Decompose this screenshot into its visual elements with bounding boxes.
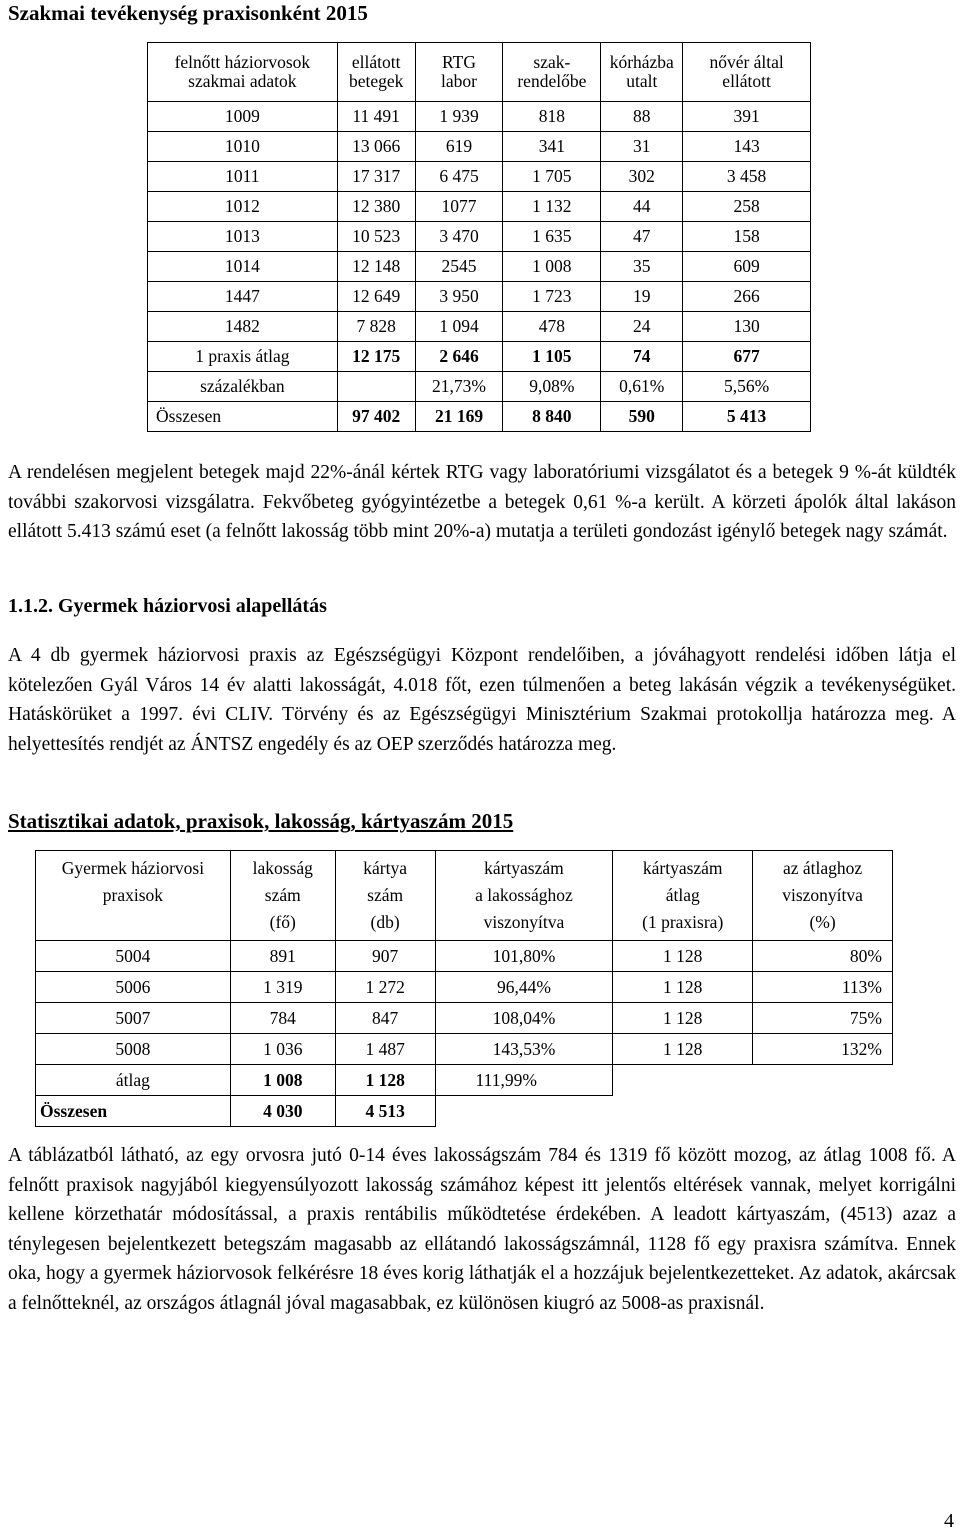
table2-cell [613, 1096, 753, 1127]
table1-cell: 1010 [148, 132, 338, 162]
table2-cell: 5004 [36, 941, 231, 972]
table1-cell: 1 105 [503, 342, 601, 372]
table1-row [148, 372, 811, 402]
table2-header-line: kártyaszám [484, 858, 564, 878]
table2-cell: 1 319 [230, 972, 335, 1003]
table1-cell: százalékban [148, 372, 338, 402]
table1-cell: 158 [683, 222, 811, 252]
table2-cell: 907 [335, 941, 435, 972]
table2-cell: 108,04% [435, 1003, 613, 1034]
table2-cell: 101,80% [435, 941, 613, 972]
table1-cell: 1014 [148, 252, 338, 282]
table1-header-cell [148, 43, 338, 102]
table1-cell: 21,73% [415, 372, 503, 402]
table1-cell: 1 635 [503, 222, 601, 252]
table2-header-line: kártyaszám [642, 858, 723, 878]
page-number: 4 [944, 1510, 954, 1532]
table1-cell: 88 [601, 102, 683, 132]
table2-cell: 75% [753, 1003, 893, 1034]
table1-cell: 302 [601, 162, 683, 192]
table2-cell: 1 128 [613, 941, 753, 972]
table1-cell: 6 475 [415, 162, 503, 192]
table2-cell: 5008 [36, 1034, 231, 1065]
table2-cell: 111,99% [435, 1065, 613, 1096]
table1-row [148, 312, 811, 342]
table1-cell: 1482 [148, 312, 338, 342]
table2-header-line: (%) [809, 912, 836, 932]
table1-cell: 0,61% [601, 372, 683, 402]
table1-cell: 391 [683, 102, 811, 132]
table1-cell: 258 [683, 192, 811, 222]
table1-cell: 3 470 [415, 222, 503, 252]
table1-cell: 1077 [415, 192, 503, 222]
table2-cell: átlag [36, 1065, 231, 1096]
table1-cell: 2545 [415, 252, 503, 282]
table2-header-line: (1 praxisra) [642, 912, 724, 932]
table1-cell: 130 [683, 312, 811, 342]
table1-cell: Összesen [148, 402, 338, 432]
table1-cell: 12 649 [337, 282, 415, 312]
table2-header-cell [36, 851, 231, 941]
table1-cell: 619 [415, 132, 503, 162]
table2-header-line: szám [367, 885, 404, 905]
table1-cell: 1011 [148, 162, 338, 192]
table1-cell: 1 094 [415, 312, 503, 342]
table1-cell: 1447 [148, 282, 338, 312]
table2-cell [753, 1065, 893, 1096]
table1-cell: 1012 [148, 192, 338, 222]
table1-cell: 1 705 [503, 162, 601, 192]
table1-cell: 143 [683, 132, 811, 162]
table1-row [148, 342, 811, 372]
table2-header-line: viszonyítva [483, 912, 565, 932]
table2-header-line: Gyermek háziorvosi [61, 858, 205, 878]
table1-cell: 2 646 [415, 342, 503, 372]
section-heading-statistics: Statisztikai adatok, praxisok, lakosság, kártyaszám 2015 [8, 809, 514, 833]
table1-cell [337, 372, 415, 402]
section-heading-adult: Szakmai tevékenység praxisonként 2015 [8, 1, 368, 25]
table1-header-cell [601, 43, 683, 102]
table1-cell: 12 148 [337, 252, 415, 282]
table1-header-line: betegek [348, 71, 404, 91]
table2-header-cell [335, 851, 435, 941]
table2-cell [753, 1096, 893, 1127]
table2-header-cell [753, 851, 893, 941]
table1-header-line: nővér által [709, 52, 784, 72]
table1-cell: 5,56% [683, 372, 811, 402]
table1-header-line: felnőtt háziorvosok [174, 52, 311, 72]
table2-cell: 132% [753, 1034, 893, 1065]
table2-row [36, 1065, 893, 1096]
table1-row [148, 132, 811, 162]
paragraph-adult-summary: A rendelésen megjelent betegek majd 22%-ánál kértek RTG vagy laboratóriumi vizsgálatot és a betegek 9 %-át küldték további szakorvosi vizsgálatra. Fekvőbeteg gyógyintézetbe a betegek 0,61 %-a került. A körzeti ápolók által lakáson ellátott 5.413 számú eset (a felnőtt lakosság több mint 20%-a) mutatja a területi gondozást igénylő betegek nagy számát. [8, 462, 956, 542]
table1-cell: 3 458 [683, 162, 811, 192]
table1-cell: 677 [683, 342, 811, 372]
table1-cell: 818 [503, 102, 601, 132]
table2-header-line: viszonyítva [782, 885, 863, 905]
table1-header-cell [337, 43, 415, 102]
table1-header-line: ellátott [722, 71, 771, 91]
table2-header-line: a lakossághoz [475, 885, 573, 905]
table2-row [36, 1034, 893, 1065]
table2-cell: 4 513 [335, 1096, 435, 1127]
table1-cell: 609 [683, 252, 811, 282]
table1-header-line: kórházba [609, 52, 674, 72]
table1-row [148, 252, 811, 282]
table2-row [36, 941, 893, 972]
table1-cell: 31 [601, 132, 683, 162]
table2-header-cell [435, 851, 613, 941]
table1-cell: 9,08% [503, 372, 601, 402]
table1-cell: 1 008 [503, 252, 601, 282]
table1-cell: 13 066 [337, 132, 415, 162]
table2-cell: 5007 [36, 1003, 231, 1034]
table2-header-line: (fő) [269, 912, 296, 932]
table1-cell: 24 [601, 312, 683, 342]
table2-cell: 1 128 [613, 972, 753, 1003]
paragraph-child-care: A 4 db gyermek háziorvosi praxis az Egészségügyi Központ rendelőiben, a jóváhagyott rendelési időben látja el kötelezően Gyál Város 14 év alatti lakosságát, 4.018 főt, ezen túlmenően a beteg lakásán végzik a tevékenységüket. Hatáskörüket a 1997. évi CLIV. Törvény és az Egészségügyi Minisztérium Szakmai protokollja határozza meg. A helyettesítés rendjét az ÁNTSZ engedély és az OEP szerződés határozza meg. [8, 645, 956, 755]
table2-cell: 4 030 [230, 1096, 335, 1127]
table1-cell: 11 491 [337, 102, 415, 132]
table1-cell: 1 132 [503, 192, 601, 222]
table1-cell: 12 380 [337, 192, 415, 222]
table1-cell: 47 [601, 222, 683, 252]
table1-row [148, 222, 811, 252]
table2-cell: 784 [230, 1003, 335, 1034]
table1-cell: 17 317 [337, 162, 415, 192]
table1-header-cell [503, 43, 601, 102]
table1-cell: 5 413 [683, 402, 811, 432]
table1-header-line: RTG [442, 52, 476, 72]
table2-cell [435, 1096, 613, 1127]
table2-header-line: szám [264, 885, 301, 905]
table2-header-line: kártya [363, 858, 407, 878]
table1-cell: 590 [601, 402, 683, 432]
table1-header-line: rendelőbe [517, 71, 587, 91]
table1-row [148, 102, 811, 132]
table1-cell: 341 [503, 132, 601, 162]
table1-header-line: labor [441, 71, 477, 91]
table2-cell: 96,44% [435, 972, 613, 1003]
table1-cell: 3 950 [415, 282, 503, 312]
table2-row [36, 972, 893, 1003]
table2-cell: 1 128 [613, 1003, 753, 1034]
table1-cell: 97 402 [337, 402, 415, 432]
table2-row [36, 1003, 893, 1034]
table2-cell: 847 [335, 1003, 435, 1034]
table1-cell: 19 [601, 282, 683, 312]
table1-header-line: utalt [626, 71, 658, 91]
table1-header-line: szak- [533, 52, 571, 72]
table1-cell: 266 [683, 282, 811, 312]
table1-cell: 44 [601, 192, 683, 222]
paragraph-statistics-summary: A táblázatból látható, az egy orvosra jutó 0-14 éves lakosságszám 784 és 1319 fő között mozog, az átlag 1008 fő. A felnőtt praxisok nagyjából kiegyensúlyozott lakosság számához képest itt jelentős eltérések vannak, melyet korrigálni kellene körzethatár módosítással, a praxis rentábilis működtetése érdekében. A leadott kártyaszám, (4513) azaz a ténylegesen bejelentkezett betegszám magasabb az ellátandó lakosságszámnál, 1128 fő egy praxisra számítva. Ennek oka, hogy a gyermek háziorvosok felkérésre 18 éves korig láthatják el a hozzájuk bejelentkezetteket. Az adatok, akárcsak a felnőtteknél, az országos átlagnál jóval magasabbak, ez különösen kiugró az 5008-as praxisnál. [8, 1145, 956, 1314]
table2-cell: Összesen [36, 1096, 231, 1127]
table2-cell: 1 128 [335, 1065, 435, 1096]
table2-cell: 113% [753, 972, 893, 1003]
table2-header-cell [613, 851, 753, 941]
table2-header-line: (db) [370, 912, 400, 932]
table1-row [148, 282, 811, 312]
table1-cell: 35 [601, 252, 683, 282]
table1-row [148, 192, 811, 222]
table2-cell: 80% [753, 941, 893, 972]
table1-row [148, 162, 811, 192]
table1-cell: 1013 [148, 222, 338, 252]
subsection-heading-child: 1.1.2. Gyermek háziorvosi alapellátás [8, 595, 327, 617]
table1-header-line: szakmai adatok [188, 71, 297, 91]
table2-cell: 1 036 [230, 1034, 335, 1065]
table1-row [148, 402, 811, 432]
table2-header-line: praxisok [102, 885, 164, 905]
adult-practice-table [147, 42, 811, 432]
table1-cell: 12 175 [337, 342, 415, 372]
table2-cell: 891 [230, 941, 335, 972]
table2-header-cell [230, 851, 335, 941]
table1-cell: 1 939 [415, 102, 503, 132]
table1-header-cell [415, 43, 503, 102]
table2-cell: 1 487 [335, 1034, 435, 1065]
table1-cell: 1 723 [503, 282, 601, 312]
table2-cell: 1 128 [613, 1034, 753, 1065]
table2-cell [613, 1065, 753, 1096]
table1-cell: 10 523 [337, 222, 415, 252]
table2-cell: 5006 [36, 972, 231, 1003]
table1-cell: 74 [601, 342, 683, 372]
table2-cell: 1 272 [335, 972, 435, 1003]
table2-header-line: átlag [665, 885, 700, 905]
table2-header-line: lakosság [252, 858, 313, 878]
table2-cell: 143,53% [435, 1034, 613, 1065]
table1-cell: 7 828 [337, 312, 415, 342]
table1-header-cell [683, 43, 811, 102]
table2-header-line [39, 909, 227, 936]
table1-cell: 8 840 [503, 402, 601, 432]
child-practice-table [35, 850, 893, 1127]
table2-cell: 1 008 [230, 1065, 335, 1096]
table1-header-line: ellátott [351, 52, 401, 72]
table2-header-line: az átlaghoz [782, 858, 863, 878]
table1-cell: 21 169 [415, 402, 503, 432]
table2-row [36, 1096, 893, 1127]
table1-cell: 1 praxis átlag [148, 342, 338, 372]
table1-cell: 1009 [148, 102, 338, 132]
table1-cell: 478 [503, 312, 601, 342]
